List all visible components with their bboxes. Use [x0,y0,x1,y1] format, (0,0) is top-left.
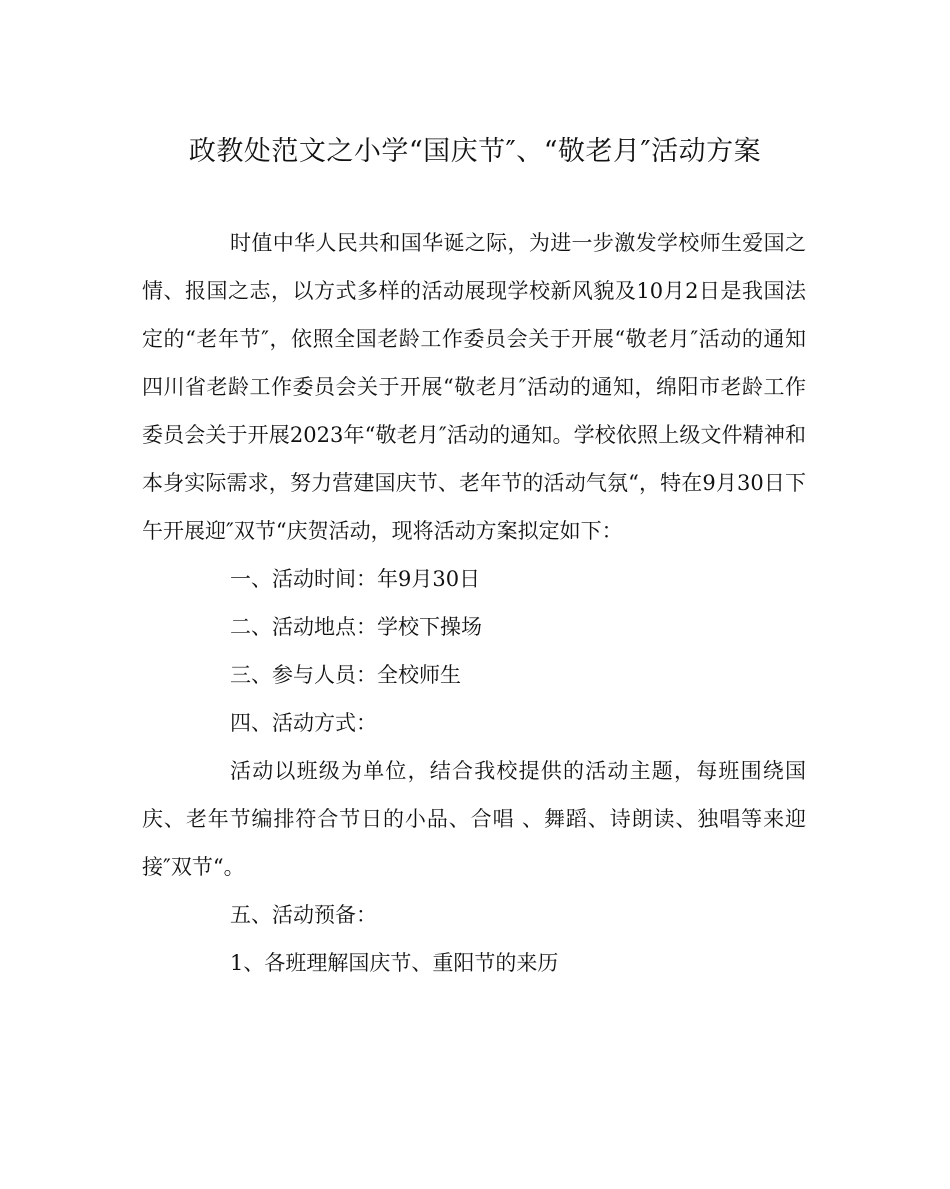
activity-place: 二、活动地点：学校下操场 [230,615,482,639]
document-title: 政教处范文之小学“国庆节″、“敬老月″活动方案 [188,136,762,167]
activity-format-description: 活动以班级为单位，结合我校提供的活动主题，每班围绕国庆、老年节编排符合节日的小品、合唱 、舞蹈、诗朗读、独唱等来迎接″双节“。 [142,759,806,879]
activity-prep-heading: 五、活动预备： [230,903,377,927]
activity-participants: 三、参与人员：全校师生 [230,663,461,687]
activity-time: 一、活动时间：年9月30日 [230,567,481,591]
document-body [142,219,806,987]
intro-paragraph: 时值中华人民共和国华诞之际，为进一步激发学校师生爱国之情、报国之志，以方式多样的活动展现学校新风貌及10月2日是我国法定的“老年节″，依照全国老龄工作委员会关于开展“敬老月″活动的通知四川省老龄工作委员会关于开展“敬老月″活动的通知，绵阳市老龄工作委员会关于开展2023年“敬老月″活动的通知。学校依照上级文件精神和本身实际需求，努力营建国庆节、老年节的活动气氛“，特在9月30日下午开展迎″双节“庆贺活动，现将活动方案拟定如下： [142,231,806,543]
activity-format-heading: 四、活动方式： [230,711,377,735]
activity-prep-item-1: 1、各班理解国庆节、重阳节的来历 [230,951,559,975]
